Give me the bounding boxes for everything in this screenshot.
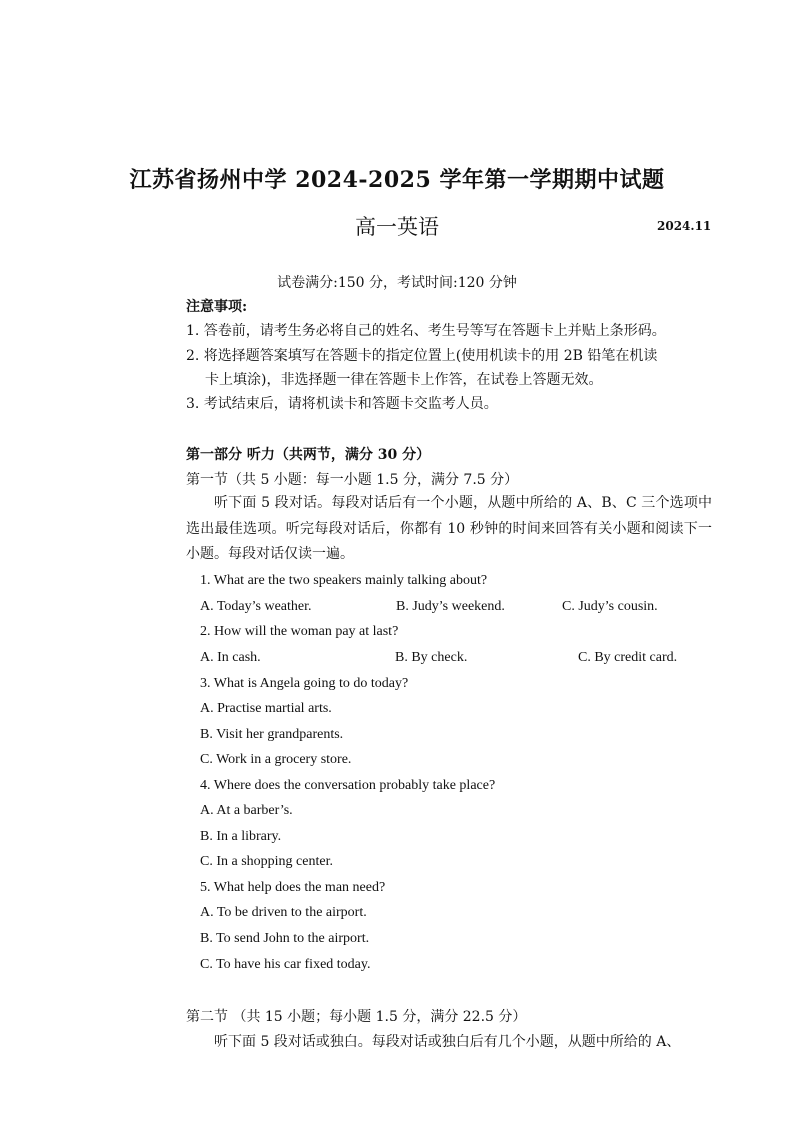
part1-heading: 第一部分 听力（共两节，满分 30 分） xyxy=(186,447,431,463)
exam-meta: 试卷满分:150 分，考试时间:120 分钟 xyxy=(277,275,517,291)
notice-item-3: 3. 考试结束后，请将机读卡和答题卡交监考人员。 xyxy=(186,396,498,412)
section2-heading: 第二节 （共 15 小题；每小题 1.5 分，满分 22.5 分） xyxy=(186,1009,527,1025)
exam-date: 2024.11 xyxy=(657,219,712,233)
question-5-option-b: B. To send John to the airport. xyxy=(200,931,370,946)
question-4-option-c: C. In a shopping center. xyxy=(200,854,333,869)
question-1-option-c: C. Judy’s cousin. xyxy=(562,599,658,614)
notice-item-2-line-1: 2. 将选择题答案填写在答题卡的指定位置上(使用机读卡的用 2B 铅笔在机读 xyxy=(186,348,658,364)
notice-heading: 注意事项: xyxy=(186,299,248,315)
question-1: 1. What are the two speakers mainly talking about? xyxy=(200,573,488,588)
question-4-option-b: B. In a library. xyxy=(200,829,282,844)
question-4-option-a: A. At a barber’s. xyxy=(200,803,293,818)
question-3-option-c: C. Work in a grocery store. xyxy=(200,752,352,767)
section2-instructions: 听下面 5 段对话或独白。每段对话或独白后有几个小题，从题中所给的 A、 xyxy=(214,1034,681,1050)
question-5-option-a: A. To be driven to the airport. xyxy=(200,905,367,920)
section1-instructions: 听下面 5 段对话。每段对话后有一个小题，从题中所给的 A、B、C 三个选项中选出最佳选项。听完每段对话后，你都有 10 秒钟的时间来回答有关小题和阅读下一小题。每段对话仅读一遍。 xyxy=(186,495,712,562)
section1-heading: 第一节（共 5 小题：每一小题 1.5 分，满分 7.5 分） xyxy=(186,472,519,488)
question-5-option-c: C. To have his car fixed today. xyxy=(200,957,371,972)
question-1-option-b: B. Judy’s weekend. xyxy=(396,599,505,614)
question-3-option-a: A. Practise martial arts. xyxy=(200,701,332,716)
notice-item-2-line-2: 卡上填涂)，非选择题一律在答题卡上作答，在试卷上答题无效。 xyxy=(205,372,603,388)
exam-subject: 高一英语 xyxy=(355,215,439,239)
question-2-option-c: C. By credit card. xyxy=(578,650,678,665)
question-3-option-b: B. Visit her grandparents. xyxy=(200,727,344,742)
question-5: 5. What help does the man need? xyxy=(200,880,386,895)
exam-title: 江苏省扬州中学 2024-2025 学年第一学期期中试题 xyxy=(129,167,665,193)
question-1-option-a: A. Today’s weather. xyxy=(200,599,312,614)
question-2-option-a: A. In cash. xyxy=(200,650,261,665)
question-3: 3. What is Angela going to do today? xyxy=(200,676,409,691)
notice-item-1: 1. 答卷前，请考生务必将自己的姓名、考生号等写在答题卡上并贴上条形码。 xyxy=(186,323,666,339)
question-4: 4. Where does the conversation probably take place? xyxy=(200,778,496,793)
question-2-option-b: B. By check. xyxy=(395,650,468,665)
question-2: 2. How will the woman pay at last? xyxy=(200,624,399,639)
